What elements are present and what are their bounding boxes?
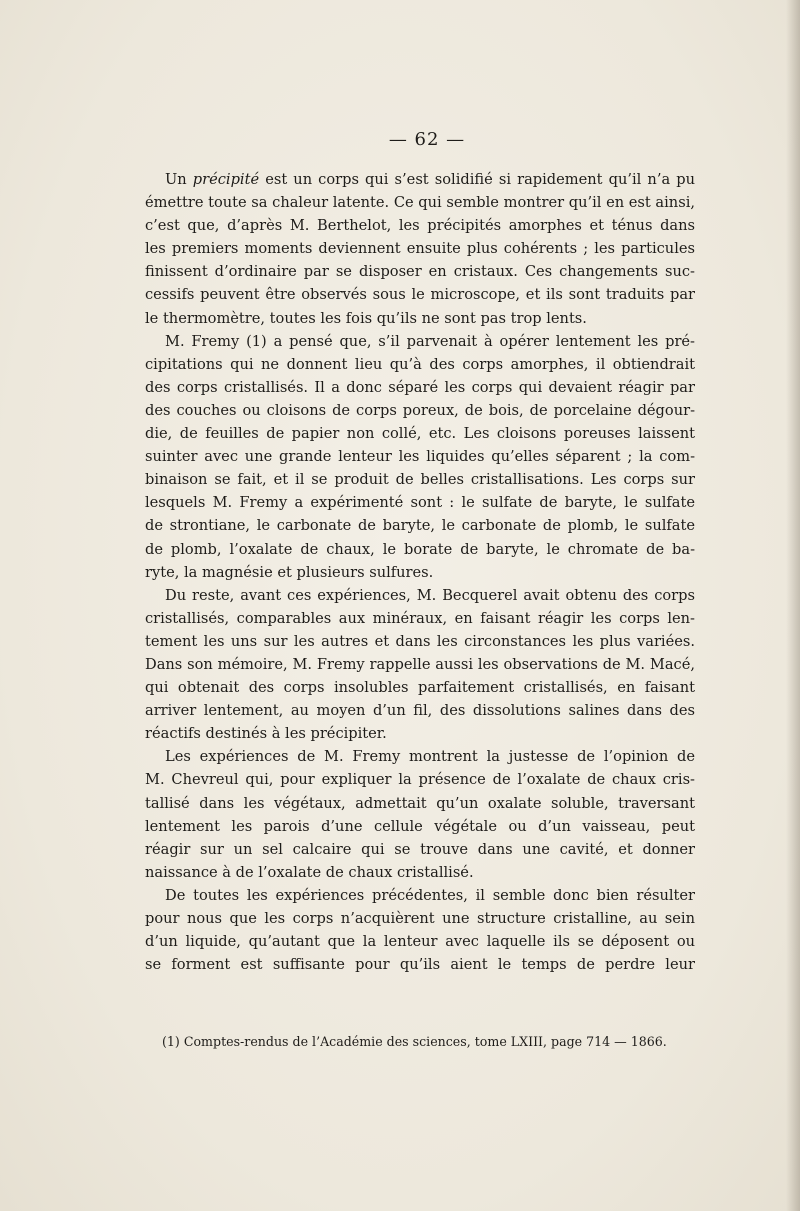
- page-body: [145, 128, 695, 976]
- text-line: [145, 168, 695, 191]
- text-line: de plomb, l’oxalate de chaux, le borate de baryte, le chromate de ba-: [145, 540, 695, 558]
- text-line: arriver lentement, au moyen d’un fil, des dissolutions salines dans des: [145, 702, 695, 720]
- text-line: finissent d’ordinaire par se disposer en cristaux. Ces changements suc-: [145, 263, 695, 281]
- text-line: cessifs peuvent être observés sous le microscope, et ils sont traduits par: [145, 286, 695, 304]
- text-line: qui obtenait des corps insolubles parfaitement cristallisés, en faisant: [145, 679, 695, 697]
- text-line-start: Un: [165, 171, 193, 188]
- text-line: d’un liquide, qu’autant que la lenteur avec laquelle ils se déposent ou: [145, 933, 695, 951]
- text-line: c’est que, d’après M. Berthelot, les précipités amorphes et ténus dans: [145, 217, 695, 235]
- paragraph-1: [145, 168, 695, 330]
- text-line: cipitations qui ne donnent lieu qu’à des corps amorphes, il obtiendrait: [145, 355, 695, 373]
- text-line: des corps cristallisés. Il a donc séparé les corps qui devaient réagir par: [145, 378, 695, 396]
- paragraph-2: [145, 330, 695, 584]
- text-line: des couches ou cloisons de corps poreux, de bois, de porcelaine dégour-: [145, 401, 695, 419]
- text-line: lesquels M. Fremy a expérimenté sont : le sulfate de baryte, le sulfate: [145, 494, 695, 512]
- page-number: — 62 —: [388, 129, 466, 150]
- paragraph-3: [145, 584, 695, 746]
- text-line: réagir sur un sel calcaire qui se trouve dans une cavité, et donner: [145, 840, 695, 858]
- text-line: Dans son mémoire, M. Fremy rappelle aussi les observations de M. Macé,: [145, 655, 695, 673]
- text-line: De toutes les expériences précédentes, il semble donc bien résulter: [165, 886, 695, 904]
- text-line: M. Fremy (1) a pensé que, s’il parvenait à opérer lentement les pré-: [165, 332, 695, 350]
- text-line: ryte, la magnésie et plusieurs sulfures.: [145, 563, 434, 581]
- text-line: tement les uns sur les autres et dans les circonstances les plus variées.: [145, 632, 695, 650]
- footnote: (1) Comptes-rendus de l’Académie des sciences, tome LXIII, page 714 — 1866.: [162, 1034, 667, 1049]
- text-line: réactifs destinés à les précipiter.: [145, 725, 387, 743]
- text-line: les premiers moments deviennent ensuite plus cohérents ; les particules: [145, 240, 695, 258]
- text-line: naissance à de l’oxalate de chaux cristallisé.: [145, 863, 474, 881]
- page-edge-shadow: [786, 0, 800, 1211]
- text-line: die, de feuilles de papier non collé, etc. Les cloisons poreuses laissent: [145, 425, 695, 443]
- text-line: Du reste, avant ces expériences, M. Becquerel avait obtenu des corps: [165, 586, 695, 604]
- text-line: se forment est suffisante pour qu’ils aient le temps de perdre leur: [145, 956, 695, 974]
- text-line: lentement les parois d’une cellule végétale ou d’un vaisseau, peut: [145, 817, 695, 835]
- text-line: suinter avec une grande lenteur les liquides qu’elles séparent ; la com-: [145, 448, 695, 466]
- text-line: M. Chevreul qui, pour expliquer la présence de l’oxalate de chaux cris-: [145, 771, 695, 789]
- text-line: cristallisés, comparables aux minéraux, en faisant réagir les corps len-: [145, 609, 695, 627]
- text-line: Les expériences de M. Fremy montrent la justesse de l’opinion de: [165, 748, 695, 766]
- paragraph-5: [145, 884, 695, 976]
- text-line: le thermomètre, toutes les fois qu’ils ne sont pas trop lents.: [145, 309, 587, 327]
- emphasized-term: précipité: [192, 171, 260, 188]
- paragraph-4: [145, 745, 695, 884]
- text-line: binaison se fait, et il se produit de belles cristallisations. Les corps sur: [145, 471, 695, 489]
- text-line: de strontiane, le carbonate de baryte, le carbonate de plomb, le sulfate: [145, 517, 695, 535]
- text-line-rest: est un corps qui s’est solidifié si rapidement qu’il n’a pu: [259, 171, 695, 188]
- text-line: pour nous que les corps n’acquièrent une structure cristalline, au sein: [145, 910, 695, 927]
- text-line: émettre toute sa chaleur latente. Ce qui semble montrer qu’il en est ainsi,: [145, 194, 695, 212]
- text-line: tallisé dans les végétaux, admettait qu’un oxalate soluble, traversant: [145, 794, 695, 812]
